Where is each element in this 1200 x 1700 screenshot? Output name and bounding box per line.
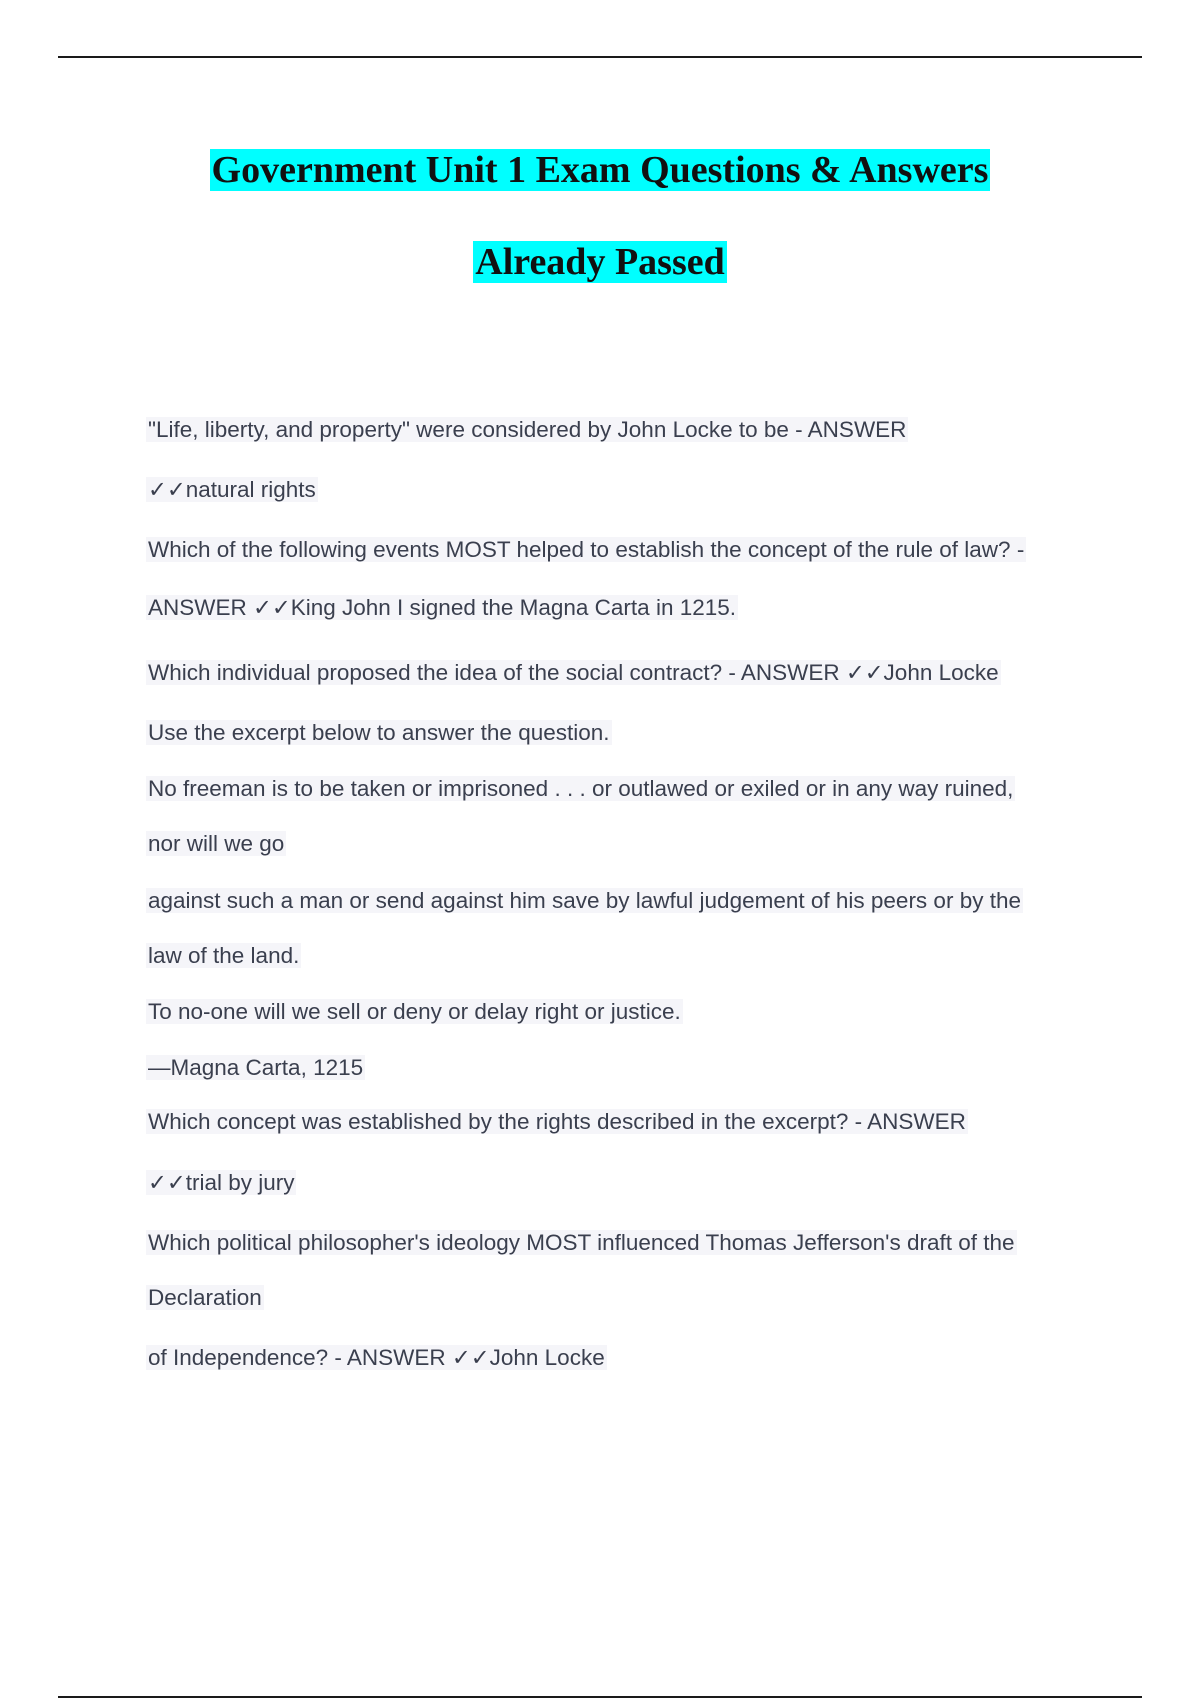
document-title-line-1 bbox=[0, 146, 1200, 194]
title-text-2: Already Passed bbox=[475, 241, 725, 283]
question-4-instruction: Use the excerpt below to answer the question. bbox=[148, 720, 610, 745]
question-1-line-1: "Life, liberty, and property" were considered by John Locke to be - ANSWER bbox=[148, 417, 907, 442]
question-3: Which individual proposed the idea of the social contract? - ANSWER ✓✓John Locke bbox=[148, 660, 999, 685]
excerpt-line-4: law of the land. bbox=[148, 943, 300, 968]
excerpt-line-2: nor will we go bbox=[148, 831, 285, 856]
excerpt-line-3: against such a man or send against him save by lawful judgement of his peers or by the bbox=[148, 888, 1021, 913]
title-text-1: Government Unit 1 Exam Questions & Answers bbox=[211, 149, 989, 191]
question-5-line-2: Declaration bbox=[148, 1285, 262, 1310]
excerpt-citation: —Magna Carta, 1215 bbox=[148, 1055, 364, 1080]
question-2-answer: ANSWER ✓✓King John I signed the Magna Carta in 1215. bbox=[148, 595, 737, 620]
question-1-answer: ✓✓natural rights bbox=[148, 477, 316, 502]
question-4-line-1: Which concept was established by the rights described in the excerpt? - ANSWER bbox=[148, 1109, 966, 1134]
top-rule bbox=[58, 56, 1142, 58]
bottom-rule bbox=[58, 1696, 1142, 1698]
question-4-answer: ✓✓trial by jury bbox=[148, 1170, 295, 1195]
excerpt-line-5: To no-one will we sell or deny or delay right or justice. bbox=[148, 999, 681, 1024]
question-5-answer: of Independence? - ANSWER ✓✓John Locke bbox=[148, 1345, 605, 1370]
question-5-line-1: Which political philosopher's ideology MOST influenced Thomas Jefferson's draft of the bbox=[148, 1230, 1015, 1255]
question-2-line-1: Which of the following events MOST helped to establish the concept of the rule of law? - bbox=[148, 537, 1025, 562]
document-title-line-2 bbox=[0, 238, 1200, 286]
excerpt-line-1: No freeman is to be taken or imprisoned . . . or outlawed or exiled or in any way ruined, bbox=[148, 776, 1014, 801]
